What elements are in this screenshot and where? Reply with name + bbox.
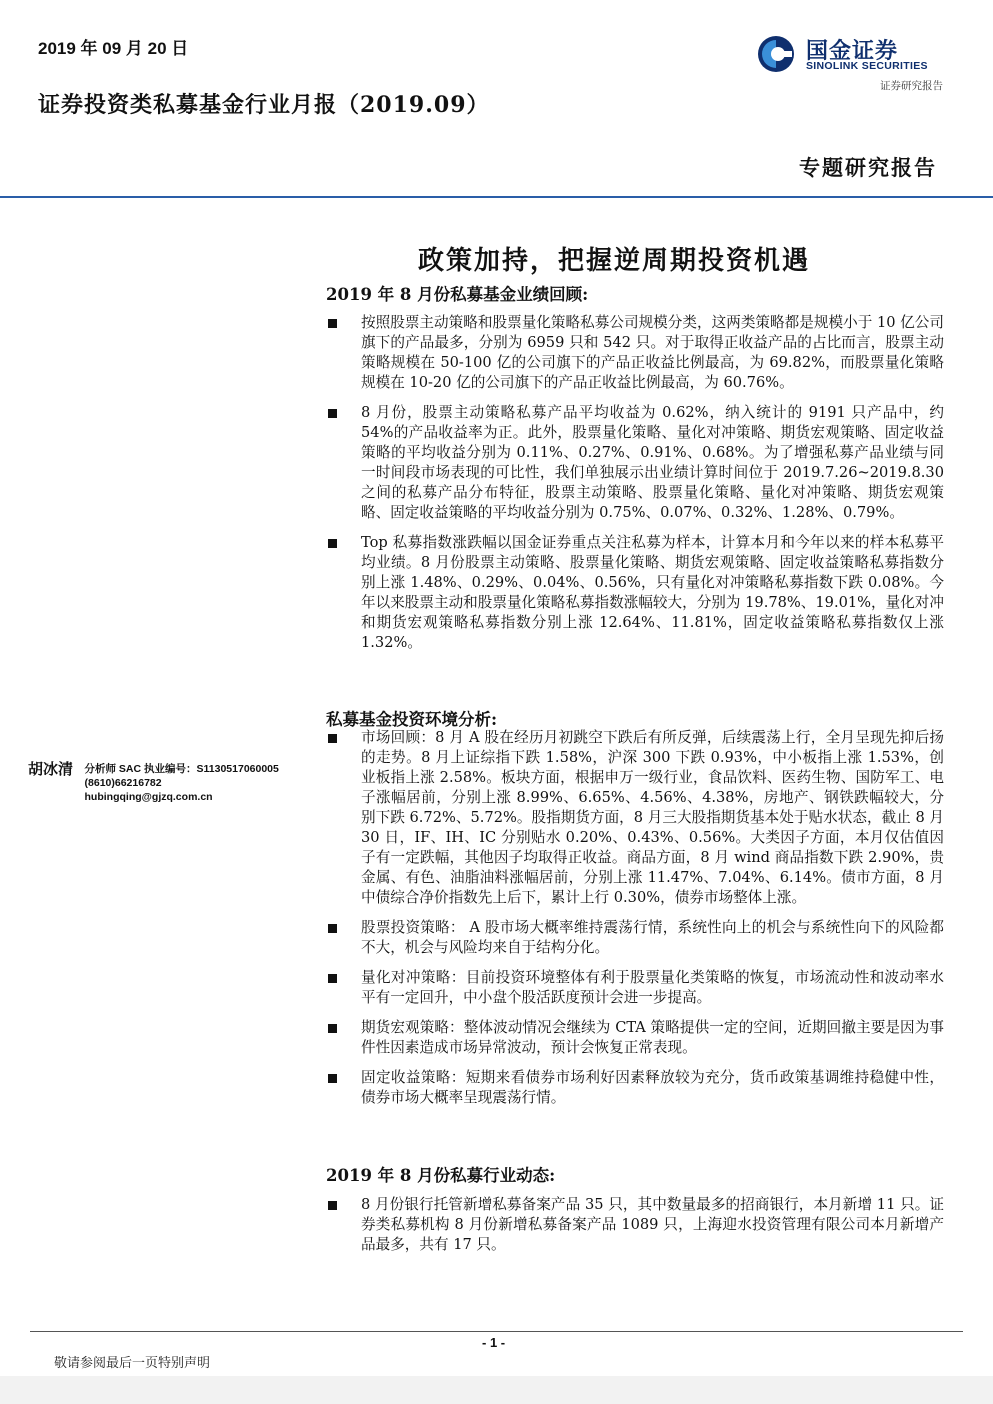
report-title: 证券投资类私募基金行业月报（2019.09） bbox=[38, 92, 490, 118]
report-date: 2019 年 09 月 20 日 bbox=[38, 39, 189, 58]
bullet-icon bbox=[328, 1201, 337, 1210]
list-item: 按照股票主动策略和股票量化策略私募公司规模分类，这两类策略都是规模小于 10 亿公司旗下的产品最多，分别为 6959 只和 542 只。对于取得正收益产品的占比而言，股票主动策略规模在 50-100 亿的公司旗下的产品正收益比例最高，为 69.82%，而股票量化策略规模在 10-20 亿的公司旗下的产品正收益比例最高，为 60.76%。 bbox=[326, 313, 944, 393]
logo-english-name: SINOLINK SECURITIES bbox=[806, 60, 928, 72]
headline: 政策加持，把握逆周期投资机遇 bbox=[418, 246, 811, 276]
performance-list bbox=[326, 313, 944, 653]
bullet-icon bbox=[328, 539, 337, 548]
list-item: 8 月份，股票主动策略私募产品平均收益为 0.62%，纳入统计的 9191 只产品中，约 54%的产品收益率为正。此外，股票量化策略、量化对冲策略、期货宏观策略、固定收益策略的平均收益分别为 0.11%、0.27%、0.91%、0.68%。为了增强私募产品业绩与同一时间段市场表现的可比性，我们单独展示出业绩计算时间位于 2019.7.26~2019.8.30 之间的私募产品分布特征，股票主动策略、股票量化策略、量化对冲策略、期货宏观策略、固定收益策略的平均收益分别为 0.75%、0.07%、0.32%、1.28%、0.79%。 bbox=[326, 403, 944, 523]
page-number: - 1 - bbox=[482, 1335, 506, 1350]
logo-chinese-name: 国金证券 bbox=[806, 39, 899, 64]
industry-list bbox=[326, 1195, 944, 1255]
analyst-name: 胡冰清 bbox=[28, 760, 74, 778]
disclaimer-note: 敬请参阅最后一页特别声明 bbox=[54, 1356, 211, 1371]
environment-list bbox=[326, 728, 944, 1108]
list-item: 固定收益策略：短期来看债券市场利好因素释放较为充分，货币政策基调维持稳健中性，债券市场大概率呈现震荡行情。 bbox=[326, 1068, 944, 1108]
list-item: 市场回顾：8 月 A 股在经历月初跳空下跌后有所反弹，后续震荡上行，全月呈现先抑后扬的走势。8 月上证综指下跌 1.58%，沪深 300 下跌 0.93%，中小板指上涨 1.53%，创业板指上涨 2.58%。板块方面，根据申万一级行业，食品饮料、医药生物、国防军工、电子涨幅居前，分别上涨 8.99%、6.65%、4.56%、4.38%，房地产、钢铁跌幅较大，分别下跌 6.72%、5.72%。股指期货方面，8 月三大股指期货基本处于贴水状态，截止 8 月 30 日，IF、IH、IC 分别贴水 0.20%、0.43%、0.56%。大类因子方面，本月仅估值因子有一定跌幅，其他因子均取得正收益。商品方面，8 月 wind 商品指数下跌 2.90%，贵金属、有色、油脂油料涨幅居前，分别上涨 11.47%、7.04%、6.14%。债市方面，8 月中债综合净价指数先上后下，累计上行 0.30%，债券市场整体上涨。 bbox=[326, 728, 944, 908]
section-heading-environment: 私募基金投资环境分析: bbox=[326, 710, 498, 729]
analyst-sac: 分析师 SAC 执业编号：S1130517060005 bbox=[84, 763, 279, 775]
sinolink-logo-icon bbox=[756, 34, 796, 74]
analyst-phone: (8610)66216782 bbox=[84, 777, 162, 789]
footer-band bbox=[0, 1376, 993, 1404]
bullet-icon bbox=[328, 974, 337, 983]
report-category-label: 证券研究报告 bbox=[880, 80, 943, 92]
list-item: 股票投资策略： A 股市场大概率维持震荡行情，系统性向上的机会与系统性向下的风险都不大，机会与风险均来自于结构分化。 bbox=[326, 918, 944, 958]
list-item: 期货宏观策略：整体波动情况会继续为 CTA 策略提供一定的空间，近期回撤主要是因为事件性因素造成市场异常波动，预计会恢复正常表现。 bbox=[326, 1018, 944, 1058]
company-logo bbox=[756, 32, 956, 82]
bullet-icon bbox=[328, 319, 337, 328]
section-heading-industry: 2019 年 8 月份私募行业动态: bbox=[326, 1166, 556, 1185]
analyst-info bbox=[28, 762, 279, 804]
bullet-icon bbox=[328, 734, 337, 743]
section-heading-performance: 2019 年 8 月份私募基金业绩回顾: bbox=[326, 285, 589, 304]
list-item: 8 月份银行托管新增私募备案产品 35 只，其中数量最多的招商银行，本月新增 11 只。证券类私募机构 8 月份新增私募备案产品 1089 只，上海迎水投资管理有限公司本月新增产品最多，共有 17 只。 bbox=[326, 1195, 944, 1255]
footer-divider bbox=[30, 1331, 963, 1332]
list-item: Top 私募指数涨跌幅以国金证券重点关注私募为样本，计算本月和今年以来的样本私募平均业绩。8 月份股票主动策略、股票量化策略、期货宏观策略、固定收益策略私募指数分别上涨 1.48%、0.29%、0.04%、0.56%，只有量化对冲策略私募指数下跌 0.08%。今年以来股票主动和股票量化策略私募指数涨幅较大，分别为 19.78%、19.01%，量化对冲和期货宏观策略私募指数分别上涨 12.64%、11.81%，固定收益策略私募指数仅上涨 1.32%。 bbox=[326, 533, 944, 653]
report-type: 专题研究报告 bbox=[799, 155, 937, 180]
bullet-icon bbox=[328, 409, 337, 418]
analyst-email[interactable]: hubingqing@gjzq.com.cn bbox=[84, 791, 213, 803]
bullet-icon bbox=[328, 1074, 337, 1083]
bullet-icon bbox=[328, 1024, 337, 1033]
header-divider bbox=[0, 196, 993, 198]
list-item: 量化对冲策略：目前投资环境整体有利于股票量化类策略的恢复，市场流动性和波动率水平有一定回升，中小盘个股活跃度预计会进一步提高。 bbox=[326, 968, 944, 1008]
bullet-icon bbox=[328, 924, 337, 933]
